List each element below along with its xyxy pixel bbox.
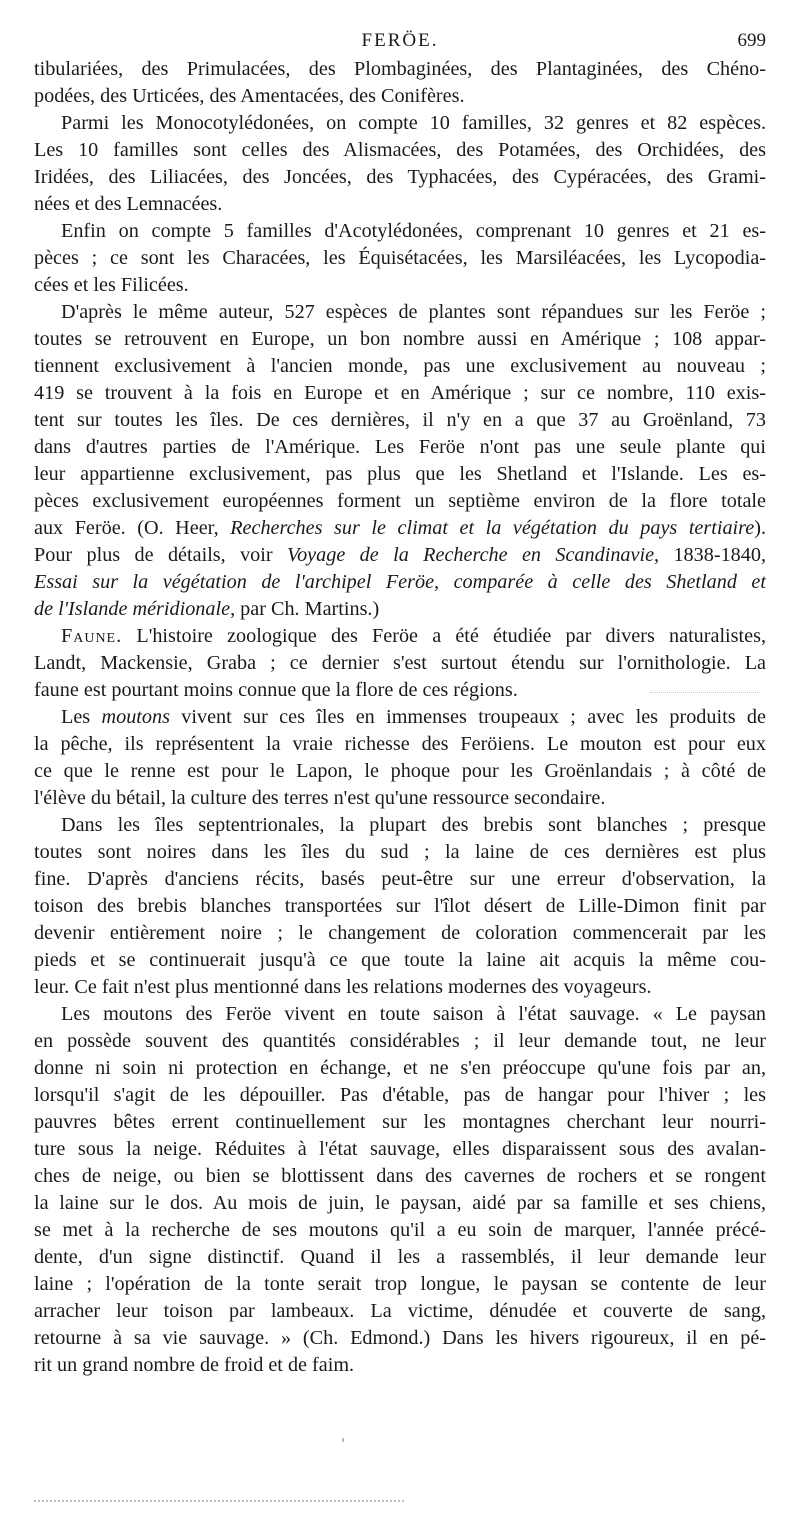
text-line: toutes se retrouvent en Europe, un bon nombre aussi en Amérique ; 108 appar- xyxy=(34,328,766,350)
text-line: Parmi les Monocotylédonées, on compte 10 familles, 32 genres et 82 espèces. xyxy=(61,112,766,134)
text-line: rit un grand nombre de froid et de faim. xyxy=(34,1354,355,1376)
text-line: pèces ; ce sont les Characées, les Équisétacées, les Marsiléacées, les Lycopodia- xyxy=(34,247,766,269)
text-line: Dans les îles septentrionales, la plupart des brebis sont blanches ; presque xyxy=(61,814,766,836)
running-title: FERÖE. xyxy=(361,30,439,51)
scan-artifact-dots xyxy=(650,690,760,693)
emphasis-term: moutons xyxy=(101,706,170,728)
text-line: Iridées, des Liliacées, des Joncées, des Typhacées, des Cypéracées, des Grami- xyxy=(34,166,766,188)
paragraph-sheep xyxy=(34,704,766,812)
citation-title: de l'Islande méridionale xyxy=(34,598,231,620)
citation-title: Voyage de la Recherche en Scandinavie xyxy=(286,544,655,566)
text-line: Les 10 familles sont celles des Alismacées, des Potamées, des Orchidées, des xyxy=(34,139,766,161)
running-header xyxy=(34,30,766,56)
paragraph-plant-families-continued xyxy=(34,56,766,110)
text-line: dente, d'un signe distinctif. Quand il les a rassemblés, il leur demande leur xyxy=(34,1246,766,1268)
text-line: laine ; l'opération de la tonte serait trop longue, le paysan se contente de leur xyxy=(34,1273,766,1295)
text-line: arracher leur toison par lambeaux. La victime, dénudée et couverte de sang, xyxy=(34,1300,766,1322)
paragraph-plant-distribution xyxy=(34,299,766,623)
text-line: D'après le même auteur, 527 espèces de plantes sont répandues sur les Feröe ; xyxy=(61,301,766,323)
text-line: tent sur toutes les îles. De ces dernières, il n'y en a que 37 au Groënland, 73 xyxy=(34,409,766,431)
paragraph-acotyledons xyxy=(34,218,766,299)
text-line: pèces exclusivement européennes forment un septième environ de la flore totale xyxy=(34,490,766,512)
paragraph-wild-sheep xyxy=(34,1001,766,1379)
scan-artifact-footer xyxy=(34,1494,404,1502)
text-line: cées et les Filicées. xyxy=(34,274,189,296)
paragraph-sheep-color xyxy=(34,812,766,1001)
text-line-with-citation xyxy=(34,515,766,542)
text-run: , par Ch. Martins.) xyxy=(230,598,380,620)
text-line: 419 se trouvent à la fois en Europe et en Amérique ; sur ce nombre, 110 exis- xyxy=(34,382,766,404)
text-line-with-citation xyxy=(34,542,766,569)
text-line: se met à la recherche de ses moutons qu'il a eu soin de marquer, l'année précé- xyxy=(34,1219,766,1241)
text-run: L'histoire zoologique des Feröe a été étudiée par divers naturalistes, xyxy=(122,625,766,647)
text-line: ce que le renne est pour le Lapon, le phoque pour les Groënlandais ; à côté de xyxy=(34,760,766,782)
text-run: Pour plus de détails, voir xyxy=(34,544,287,566)
text-line: la laine sur le dos. Au mois de juin, le paysan, aidé par sa famille et ses chiens, xyxy=(34,1192,766,1214)
text-line: pauvres bêtes errent continuellement sur les montagnes cherchant leur nourri- xyxy=(34,1111,766,1133)
text-line: Landt, Mackensie, Graba ; ce dernier s'est surtout étendu sur l'ornithologie. La xyxy=(34,652,766,674)
citation-title: Recherches sur le climat et la végétation du pays tertiaire xyxy=(230,517,755,539)
text-line: leur. Ce fait n'est plus mentionné dans les relations modernes des voyageurs. xyxy=(34,976,652,998)
text-line: fine. D'après d'anciens récits, basés peut-être sur une erreur d'observation, la xyxy=(34,868,766,890)
paragraph-monocotyledons xyxy=(34,110,766,218)
text-line: ches de neige, ou bien se blottissent dans des cavernes de rochers et se rongent xyxy=(34,1165,766,1187)
text-line: devenir entièrement noire ; le changement de coloration commencerait par les xyxy=(34,922,766,944)
text-line: leur appartienne exclusivement, pas plus que les Shetland et l'Islande. Les es- xyxy=(34,463,766,485)
text-line: l'élève du bétail, la culture des terres n'est qu'une ressource secondaire. xyxy=(34,787,606,809)
book-page xyxy=(34,30,766,1379)
text-line: ture sous la neige. Réduites à l'état sauvage, elles disparaissent sous des avalan- xyxy=(34,1138,766,1160)
text-line: dans d'autres parties de l'Amérique. Les Feröe n'ont pas une seule plante qui xyxy=(34,436,766,458)
page-number: 699 xyxy=(737,30,766,51)
text-line: en possède souvent des quantités considérables ; il leur demande tout, ne leur xyxy=(34,1030,766,1052)
text-line: donne ni soin ni protection en échange, et ne s'en préoccupe qu'une fois par an, xyxy=(34,1057,766,1079)
citation-title: Essai sur la végétation de l'archipel Feröe, comparée à celle des Shetland et xyxy=(34,571,766,593)
text-line: lorsqu'il s'agit de les dépouiller. Pas d'étable, pas de hangar pour l'hiver ; les xyxy=(34,1084,766,1106)
text-line: pieds et se continuerait jusqu'à ce que toute la laine ait acquis la même cou- xyxy=(34,949,766,971)
section-lead: Faune. xyxy=(61,625,123,647)
text-line-with-citation xyxy=(34,596,766,623)
text-line: la pêche, ils représentent la vraie richesse des Feröiens. Le mouton est pour eux xyxy=(34,733,766,755)
text-run: , 1838-1840, xyxy=(654,544,766,566)
text-line: toutes sont noires dans les îles du sud ; la laine de ces dernières est plus xyxy=(34,841,766,863)
text-line: Les moutons des Feröe vivent en toute saison à l'état sauvage. « Le paysan xyxy=(61,1003,766,1025)
text-line-with-citation xyxy=(34,569,766,596)
scan-artifact-mark xyxy=(342,1438,344,1442)
text-line: faune est pourtant moins connue que la flore de ces régions. xyxy=(34,679,518,701)
text-line xyxy=(34,623,766,650)
text-line: toison des brebis blanches transportées sur l'îlot désert de Lille-Dimon finit par xyxy=(34,895,766,917)
text-line: tibulariées, des Primulacées, des Plombaginées, des Plantaginées, des Chéno- xyxy=(34,58,766,80)
text-line: nées et des Lemnacées. xyxy=(34,193,223,215)
text-line: tiennent exclusivement à l'ancien monde, pas une exclusivement au nouveau ; xyxy=(34,355,766,377)
text-run: Les xyxy=(61,706,102,728)
text-run: aux Feröe. (O. Heer, xyxy=(34,517,231,539)
text-line xyxy=(34,704,766,731)
text-run: vivent sur ces îles en immenses troupeaux ; avec les produits de xyxy=(169,706,766,728)
text-line: podées, des Urticées, des Amentacées, des Conifères. xyxy=(34,85,465,107)
text-line: retourne à sa vie sauvage. » (Ch. Edmond.) Dans les hivers rigoureux, il en pé- xyxy=(34,1327,766,1349)
text-run: ). xyxy=(754,517,766,539)
text-line: Enfin on compte 5 familles d'Acotylédonées, comprenant 10 genres et 21 es- xyxy=(61,220,766,242)
